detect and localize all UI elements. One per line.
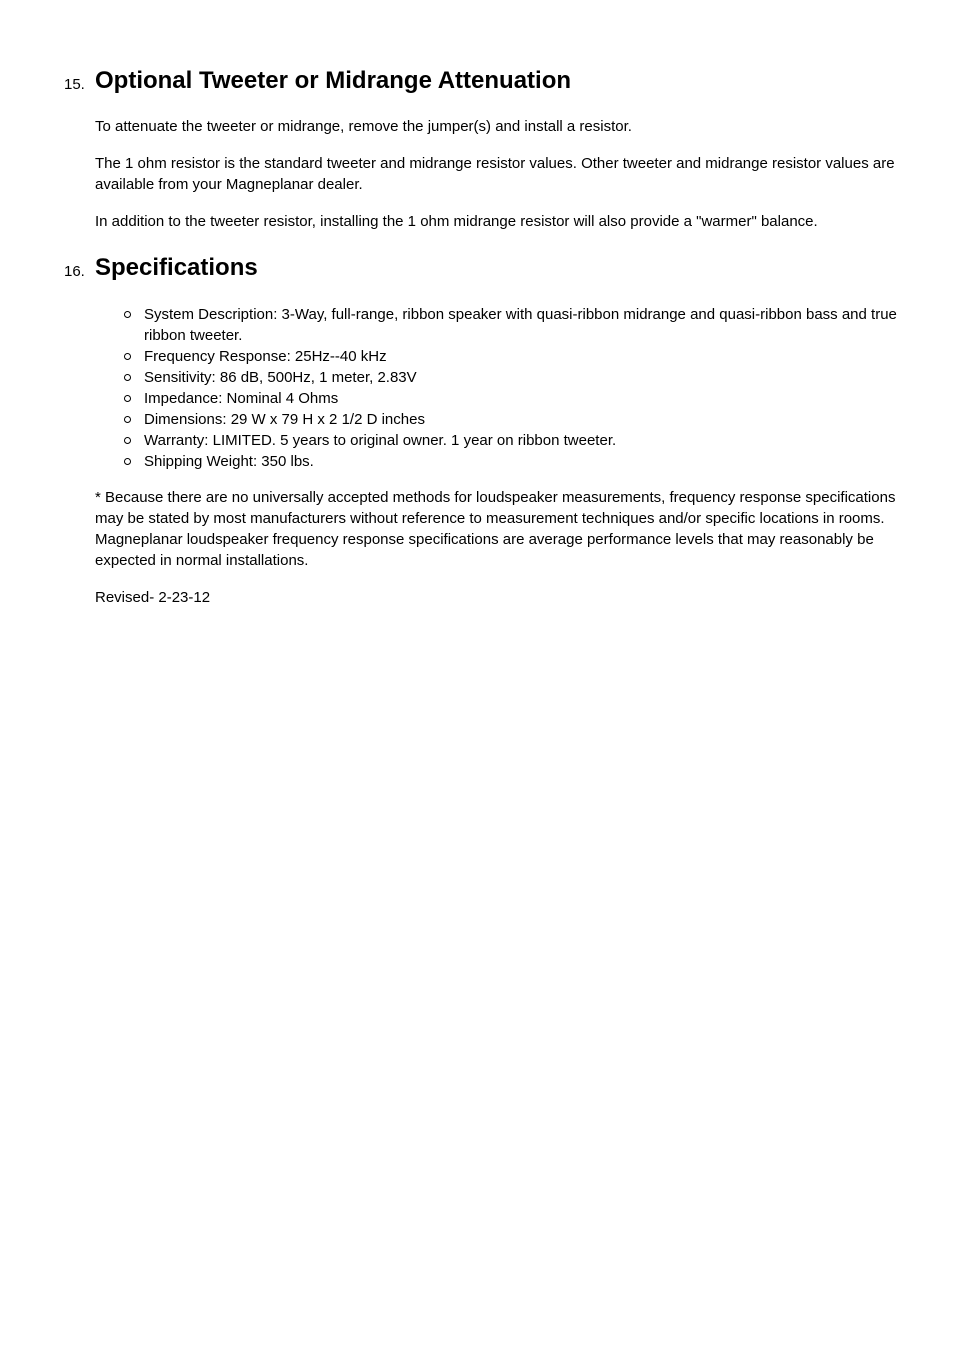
spec-text: Shipping Weight: 350 lbs. — [144, 453, 314, 470]
section-number: 16. — [64, 263, 85, 280]
list-item — [144, 451, 904, 472]
list-item — [144, 304, 904, 346]
paragraph-resistor-values: The 1 ohm resistor is the standard tweeter and midrange resistor values. Other tweeter and midrange resistor values are available from your Magneplanar dealer. — [95, 155, 895, 193]
spec-list — [144, 304, 904, 472]
spec-text: Sensitivity: 86 dB, 500Hz, 1 meter, 2.83V — [144, 369, 417, 386]
spec-text: Impedance: Nominal 4 Ohms — [144, 390, 339, 407]
section-title: Optional Tweeter or Midrange Attenuation — [95, 67, 572, 94]
bullet-icon — [124, 311, 131, 318]
bullet-icon — [124, 458, 131, 465]
spec-text: Warranty: LIMITED. 5 years to original owner. 1 year on ribbon tweeter. — [144, 432, 617, 449]
paragraph-warmer-balance: In addition to the tweeter resistor, installing the 1 ohm midrange resistor will also provide a "warmer" balance. — [95, 213, 818, 230]
list-item — [144, 430, 904, 451]
spec-text: Dimensions: 29 W x 79 H x 2 1/2 D inches — [144, 411, 425, 428]
section-heading — [0, 67, 954, 97]
list-item — [144, 346, 904, 367]
spec-text: System Description: 3-Way, full-range, ribbon speaker with quasi-ribbon midrange and quasi-ribbon bass and true ribbon tweeter. — [144, 306, 897, 344]
bullet-icon — [124, 353, 131, 360]
paragraph-footnote: * Because there are no universally accepted methods for loudspeaker measurements, frequency response specifications may be stated by most manufacturers without reference to measurement techniques and/or specific locations in rooms. Magneplanar loudspeaker frequency response specifications are average performance levels that may reasonably be expected in normal installations. — [95, 489, 896, 569]
section-number: 15. — [64, 76, 85, 93]
list-item — [144, 367, 904, 388]
bullet-icon — [124, 374, 131, 381]
section-heading — [0, 254, 954, 284]
bullet-icon — [124, 416, 131, 423]
list-item — [144, 409, 904, 430]
paragraph-attenuate-instructions: To attenuate the tweeter or midrange, remove the jumper(s) and install a resistor. — [95, 118, 632, 135]
section-title: Specifications — [95, 254, 258, 281]
revised-date: Revised- 2-23-12 — [95, 589, 211, 606]
spec-text: Frequency Response: 25Hz--40 kHz — [144, 348, 387, 365]
list-item — [144, 388, 904, 409]
bullet-icon — [124, 437, 131, 444]
bullet-icon — [124, 395, 131, 402]
